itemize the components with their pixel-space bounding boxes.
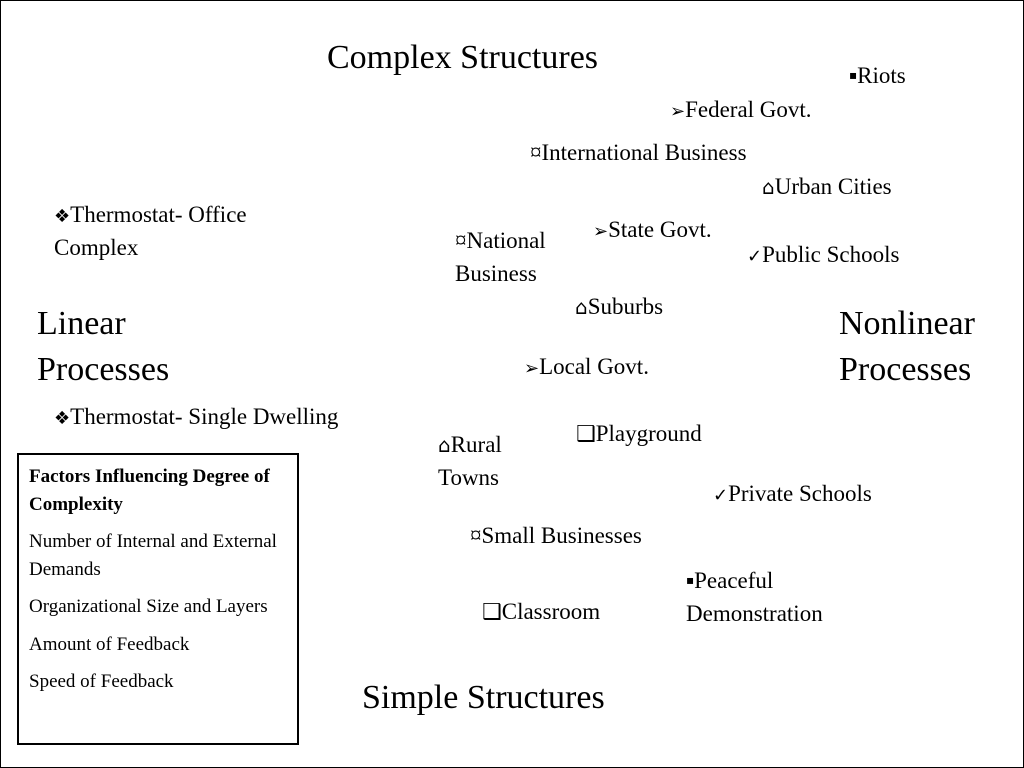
house-bullet-icon: ⌂ bbox=[438, 433, 451, 457]
axis-top-label: Complex Structures bbox=[327, 39, 599, 76]
item-private-schools bbox=[713, 479, 872, 509]
item-private-schools-label: Private Schools bbox=[728, 481, 872, 506]
item-local-govt-label: Local Govt. bbox=[539, 354, 649, 379]
item-suburbs-label: Suburbs bbox=[587, 294, 664, 319]
item-public-schools-label: Public Schools bbox=[762, 242, 900, 267]
item-public-schools bbox=[747, 240, 899, 270]
item-classroom bbox=[482, 597, 600, 628]
item-thermostat-single-label: Thermostat- Single Dwelling bbox=[70, 404, 339, 429]
house-bullet-icon: ⌂ bbox=[762, 175, 775, 199]
item-rural-towns-label: Rural bbox=[450, 432, 502, 457]
item-local-govt bbox=[524, 352, 649, 382]
item-state-govt-label: State Govt. bbox=[608, 217, 712, 242]
currency-bullet-icon: ¤ bbox=[455, 228, 467, 253]
axis-left-label bbox=[37, 301, 169, 393]
item-urban-cities bbox=[762, 172, 892, 202]
factors-heading: Factors Influencing Degree of Complexity bbox=[29, 466, 270, 515]
item-state-govt bbox=[593, 215, 712, 245]
diamond-bullet-icon: ❖ bbox=[54, 206, 71, 227]
item-international-business-label: International Business bbox=[541, 140, 747, 165]
square-bullet-icon: ▪ bbox=[686, 573, 695, 587]
item-small-businesses-label: Small Businesses bbox=[481, 523, 642, 548]
arrow-bullet-icon: ➢ bbox=[593, 221, 609, 242]
item-playground bbox=[576, 419, 702, 450]
axis-right-line1: Nonlinear bbox=[839, 305, 975, 342]
item-international-business bbox=[530, 138, 747, 168]
item-playground-label: Playground bbox=[595, 421, 702, 446]
item-thermostat-office bbox=[54, 198, 247, 265]
item-small-businesses bbox=[470, 521, 642, 551]
item-peaceful-demonstration-line2: Demonstration bbox=[686, 601, 823, 627]
factors-item: Speed of Feedback bbox=[29, 671, 174, 693]
item-peaceful-demonstration-line1 bbox=[686, 564, 823, 597]
item-riots bbox=[849, 61, 906, 91]
axis-right-line2: Processes bbox=[839, 350, 972, 388]
item-rural-towns-line1 bbox=[438, 428, 502, 461]
item-national-business-line1 bbox=[455, 224, 546, 257]
factors-item: Amount of Feedback bbox=[29, 633, 190, 655]
currency-bullet-icon: ¤ bbox=[470, 523, 482, 548]
item-rural-towns bbox=[438, 428, 502, 495]
item-national-business-line2: Business bbox=[455, 261, 537, 287]
arrow-bullet-icon: ➢ bbox=[524, 358, 540, 379]
currency-bullet-icon: ¤ bbox=[530, 140, 542, 165]
item-thermostat-single bbox=[54, 402, 338, 432]
diamond-bullet-icon: ❖ bbox=[54, 408, 71, 429]
item-peaceful-demonstration bbox=[686, 564, 823, 631]
item-riots-label: Riots bbox=[857, 63, 906, 88]
item-urban-cities-label: Urban Cities bbox=[774, 174, 892, 199]
checkmark-bullet-icon: ✓ bbox=[713, 485, 729, 506]
factors-item: Number of Internal and External Demands bbox=[29, 531, 277, 580]
item-national-business bbox=[455, 224, 546, 291]
item-classroom-label: Classroom bbox=[501, 599, 601, 624]
item-rural-towns-line2: Towns bbox=[438, 465, 500, 491]
axis-bottom-label: Simple Structures bbox=[362, 679, 605, 716]
item-thermostat-office-line1 bbox=[54, 198, 247, 231]
factors-item: Organizational Size and Layers bbox=[29, 596, 268, 618]
arrow-bullet-icon: ➢ bbox=[670, 101, 686, 122]
item-federal-govt bbox=[670, 95, 812, 125]
item-suburbs bbox=[575, 292, 663, 322]
item-federal-govt-label: Federal Govt. bbox=[685, 97, 812, 122]
item-national-business-label: National bbox=[466, 228, 546, 253]
item-peaceful-demonstration-label: Peaceful bbox=[694, 568, 774, 593]
axis-right-label bbox=[839, 301, 975, 393]
square-bullet-icon: ▪ bbox=[849, 68, 858, 82]
box-bullet-icon: ❑ bbox=[576, 422, 596, 447]
axis-left-line2: Processes bbox=[37, 350, 170, 388]
box-bullet-icon: ❑ bbox=[482, 600, 502, 625]
item-thermostat-office-label: Thermostat- Office bbox=[70, 202, 247, 227]
factors-box bbox=[17, 453, 299, 745]
axis-left-line1: Linear bbox=[37, 305, 126, 342]
item-thermostat-office-line2: Complex bbox=[54, 235, 139, 261]
house-bullet-icon: ⌂ bbox=[575, 295, 588, 319]
checkmark-bullet-icon: ✓ bbox=[747, 246, 763, 267]
